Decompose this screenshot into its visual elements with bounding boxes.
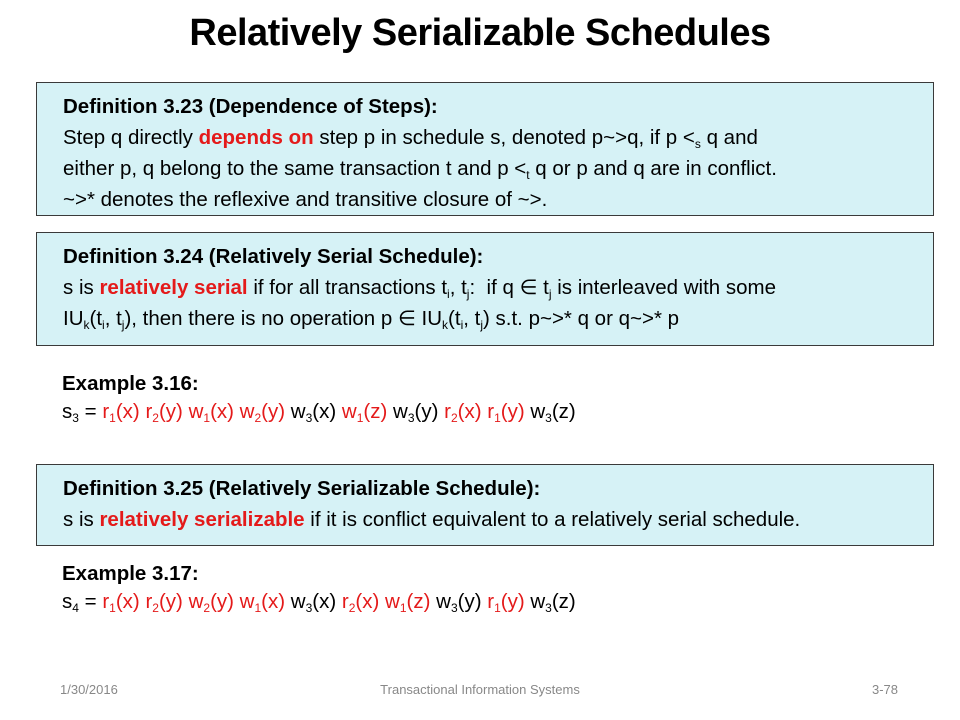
operation-transaction: 3 [450,601,458,615]
slide-title: Relatively Serializable Schedules [189,12,771,54]
schedule-operation [393,400,438,423]
definition-3-24-box [36,232,934,346]
schedule-operation [240,400,285,423]
schedule-operation [102,400,139,423]
text: (t [89,307,103,330]
operation-object: (y) [210,590,234,613]
schedule-operation [436,590,481,613]
text: ), then there is no operation p [124,307,398,330]
schedule-operation [291,400,336,423]
definition-3-25-line1 [63,504,921,535]
operation-transaction: 1 [399,601,407,615]
operation-transaction: 1 [203,411,211,425]
text: , t [449,276,467,299]
operation-type: r [444,400,451,423]
text: IU [415,307,443,330]
schedule-operations [102,400,575,423]
operation-type: r [487,400,495,423]
text: , t [104,307,122,330]
operation-object: (x) [312,590,337,613]
subscript: k [442,318,449,332]
operation-object: (y) [457,590,482,613]
subscript: j [466,287,470,301]
operation-type: w [239,590,255,613]
definition-3-24-line2 [63,303,921,334]
subscript: k [83,318,90,332]
subscript: t [526,168,530,182]
highlight-relatively-serializable: relatively serializable [99,508,305,531]
text: is interleaved with some [551,276,776,299]
element-of-symbol: ∈ [519,276,538,299]
operation-type: r [487,590,495,613]
definition-3-23-line3: ~>* denotes the reflexive and transitive closure of ~>. [63,188,548,211]
operation-type: w [290,590,306,613]
schedule-operation [189,400,234,423]
operation-transaction: 1 [356,411,364,425]
operation-type: w [239,400,255,423]
text: s is [63,508,100,531]
schedule-operation [342,590,379,613]
schedule-operation [385,590,430,613]
operation-type: w [436,590,451,613]
operation-object: (x) [457,400,482,423]
operation-type: r [341,590,349,613]
schedule-operation [530,400,575,423]
schedule-operation [444,400,481,423]
example-3-17-schedule [62,588,576,616]
operation-object: (y) [261,400,286,423]
text: q or p and q are in conflict. [529,157,777,180]
example-3-17-heading: Example 3.17: [62,562,199,585]
definition-3-23-heading: Definition 3.23 (Dependence of Steps): [63,95,438,118]
operation-transaction: 2 [254,411,262,425]
example-3-17 [62,560,576,616]
operation-transaction: 1 [254,601,262,615]
operation-object: (x) [115,400,140,423]
definition-3-25-heading: Definition 3.25 (Relatively Serializable Schedule): [63,477,541,500]
schedule-operation [102,590,139,613]
footer-date: 1/30/2016 [60,682,118,697]
operation-type: w [341,400,357,423]
text: q and [700,126,758,149]
text: ) s.t. p~>* q or q~>* p [483,307,680,330]
element-of-symbol: ∈ [397,307,416,330]
schedule-name: s [62,590,73,613]
schedule-operation [145,590,182,613]
operation-object: (z) [363,400,388,423]
definition-3-25-box [36,464,934,546]
schedule-operations [102,590,575,613]
operation-object: (y) [158,590,183,613]
operation-transaction: 1 [109,601,116,615]
equals: = [78,590,103,613]
operation-object: (y) [158,400,183,423]
operation-type: r [102,590,110,613]
subscript: s [694,137,701,151]
operation-transaction: 1 [109,411,116,425]
text: (t [448,307,461,330]
operation-transaction: 2 [203,601,211,615]
subscript: i [460,318,464,332]
operation-type: w [188,590,204,613]
equals: = [78,400,103,423]
operation-object: (y) [500,400,525,423]
example-3-16-heading: Example 3.16: [62,372,199,395]
definition-3-23-box [36,82,934,216]
operation-object: (z) [551,590,576,613]
example-3-16-schedule [62,398,576,426]
subscript: 4 [72,601,79,615]
definition-3-24-line1 [63,272,921,303]
operation-type: w [385,590,400,613]
footer-page-number: 3-78 [871,682,898,697]
operation-object: (y) [500,590,525,613]
text: IU [63,307,84,330]
operation-transaction: 2 [348,601,356,615]
operation-transaction: 1 [494,601,501,615]
operation-object: (x) [261,590,286,613]
operation-transaction: 2 [450,411,458,425]
highlight-relatively-serial: relatively serial [99,276,248,299]
definition-3-23-line2 [63,153,921,184]
definition-3-24-heading: Definition 3.24 (Relatively Serial Schedule): [63,245,484,268]
schedule-operation [530,590,575,613]
operation-type: w [188,400,204,423]
subscript: j [548,287,552,301]
operation-transaction: 3 [305,601,313,615]
schedule-operation [291,590,336,613]
text: , t [463,307,481,330]
schedule-operation [487,400,524,423]
text: : if q [469,276,520,299]
text: if for all transactions t [247,276,448,299]
operation-object: (y) [414,400,439,423]
operation-transaction: 1 [494,411,501,425]
footer-title: Transactional Information Systems [380,682,580,697]
operation-transaction: 3 [545,601,552,615]
definition-3-23-line1 [63,122,921,153]
operation-type: w [290,400,306,423]
text: if it is conflict equivalent to a relatively serial schedule. [304,508,801,531]
subscript: i [102,318,105,332]
operation-type: w [530,400,546,423]
subscript: i [447,287,450,301]
schedule-operation [145,400,182,423]
operation-transaction: 3 [545,411,552,425]
example-3-16 [62,370,576,426]
operation-object: (x) [210,400,234,423]
operation-type: r [145,590,153,613]
highlight-depends-on: depends on [198,126,314,149]
operation-object: (x) [355,590,380,613]
schedule-operation [342,400,387,423]
subscript: 3 [72,411,79,425]
text: either p, q belong to the same transaction t and p < [63,157,527,180]
operation-object: (z) [406,590,431,613]
operation-object: (x) [312,400,337,423]
operation-object: (x) [115,590,140,613]
text: Step q directly [63,126,199,149]
schedule-operation [240,590,285,613]
operation-type: w [530,590,546,613]
operation-transaction: 2 [152,411,159,425]
schedule-name: s [62,400,73,423]
text: t [537,276,549,299]
operation-transaction: 3 [407,411,415,425]
operation-type: r [145,400,153,423]
schedule-operation [487,590,524,613]
operation-type: w [393,400,408,423]
text: step p in schedule s, denoted p~>q, if p < [313,126,695,149]
operation-type: r [102,400,110,423]
subscript: j [121,318,125,332]
operation-transaction: 3 [305,411,313,425]
subscript: j [480,318,484,332]
operation-object: (z) [551,400,576,423]
text: s is [63,276,100,299]
schedule-operation [189,590,234,613]
operation-transaction: 2 [152,601,159,615]
